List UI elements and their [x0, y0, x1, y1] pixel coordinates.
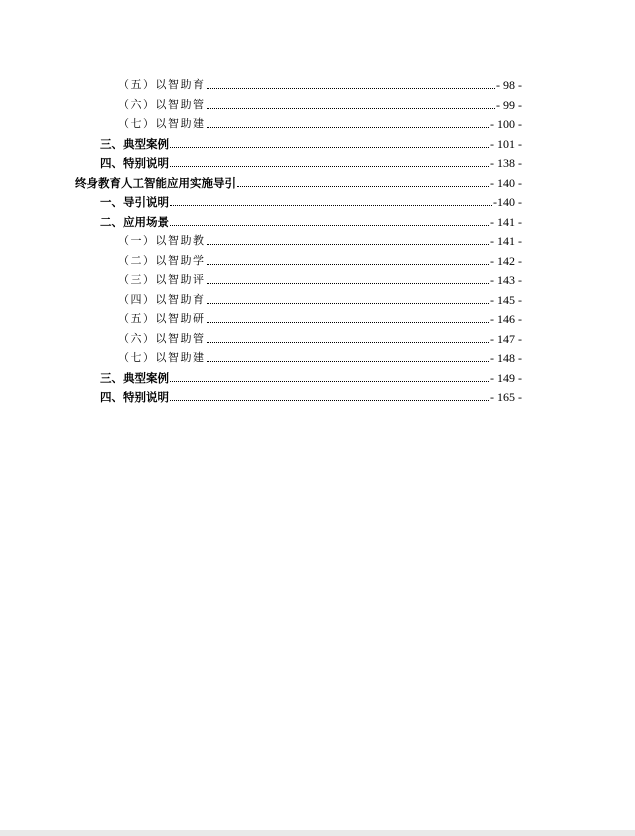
toc-entry-title: 终身教育人工智能应用实施导引 [75, 175, 236, 190]
toc-entry[interactable] [118, 269, 522, 288]
toc-entry-page-number: - 100 - [490, 117, 522, 131]
toc-entry[interactable] [100, 386, 522, 405]
toc-entry-title: 四、特别说明 [100, 156, 169, 170]
toc-entry-page-number: - 149 - [490, 370, 522, 385]
toc-entry-page-number: - 143 - [490, 273, 522, 287]
toc-dot-leader [207, 126, 490, 128]
toc-entry-title: （五）以智助育 [118, 78, 206, 91]
toc-entry[interactable] [118, 230, 522, 249]
toc-dot-leader [207, 341, 490, 343]
toc-entry[interactable] [118, 74, 522, 93]
toc-entry-title: （三）以智助评 [118, 273, 206, 286]
toc-entry-page-number: - 98 - [496, 78, 522, 92]
toc-entry[interactable] [118, 113, 522, 132]
toc-entry-page-number: - 145 - [490, 292, 522, 307]
toc-entry-page-number: - 146 - [490, 312, 522, 326]
toc-entry-title: （四）以智助育 [118, 292, 206, 306]
toc-dot-leader [170, 165, 489, 167]
toc-entry-page-number: -140 - [493, 195, 522, 209]
toc-dot-leader [170, 204, 492, 206]
toc-entry-page-number: - 147 - [490, 331, 522, 346]
toc-dot-leader [237, 185, 489, 187]
toc-entry-page-number: - 165 - [490, 390, 522, 404]
toc-entry-page-number: - 148 - [490, 351, 522, 365]
toc-dot-leader [170, 380, 489, 382]
toc-entry-title: 一、导引说明 [100, 195, 169, 209]
toc-entry-title: （六）以智助管 [118, 97, 206, 111]
toc-entry[interactable] [100, 152, 522, 171]
toc-dot-leader [207, 302, 490, 304]
toc-entry-page-number: - 99 - [496, 97, 522, 112]
toc-entry-title: （七）以智助建 [118, 117, 206, 130]
toc-entry-title: 三、典型案例 [100, 136, 169, 151]
toc-entry-title: 四、特别说明 [100, 390, 169, 404]
toc-entry[interactable] [118, 250, 522, 269]
toc-entry-title: 二、应用场景 [100, 214, 169, 229]
toc-entry-page-number: - 141 - [490, 214, 522, 229]
toc-entry[interactable] [100, 211, 522, 230]
toc-entry-title: （二）以智助学 [118, 253, 206, 267]
toc-entry[interactable] [118, 289, 522, 308]
toc-entry[interactable] [100, 191, 522, 210]
toc-entry[interactable] [100, 367, 522, 386]
toc-entry-title: （五）以智助研 [118, 312, 206, 325]
toc-dot-leader [207, 282, 490, 284]
toc-dot-leader [207, 107, 496, 109]
toc-dot-leader [170, 146, 489, 148]
toc-entry-page-number: - 141 - [490, 234, 522, 248]
toc-entry[interactable] [118, 94, 522, 113]
toc-entry-title: （一）以智助教 [118, 234, 206, 247]
toc-entry-page-number: - 138 - [490, 156, 522, 170]
toc-dot-leader [207, 87, 496, 89]
toc-dot-leader [207, 263, 490, 265]
toc-entry[interactable] [118, 328, 522, 347]
toc-dot-leader [207, 360, 490, 362]
toc-entry[interactable] [100, 133, 522, 152]
toc-entry[interactable] [118, 347, 522, 366]
toc-entry-title: （六）以智助管 [118, 331, 206, 345]
toc-entry-page-number: - 101 - [490, 136, 522, 151]
toc-entry[interactable] [75, 172, 522, 191]
toc-dot-leader [170, 399, 489, 401]
toc-dot-leader [170, 224, 489, 226]
toc-dot-leader [207, 243, 490, 245]
toc-entry-page-number: - 142 - [490, 253, 522, 268]
toc-entry[interactable] [118, 308, 522, 327]
toc-entry-title: （七）以智助建 [118, 351, 206, 364]
toc-entry-page-number: - 140 - [490, 175, 522, 190]
toc-dot-leader [207, 321, 490, 323]
toc-entry-title: 三、典型案例 [100, 370, 169, 385]
page-bottom-edge [0, 830, 635, 836]
